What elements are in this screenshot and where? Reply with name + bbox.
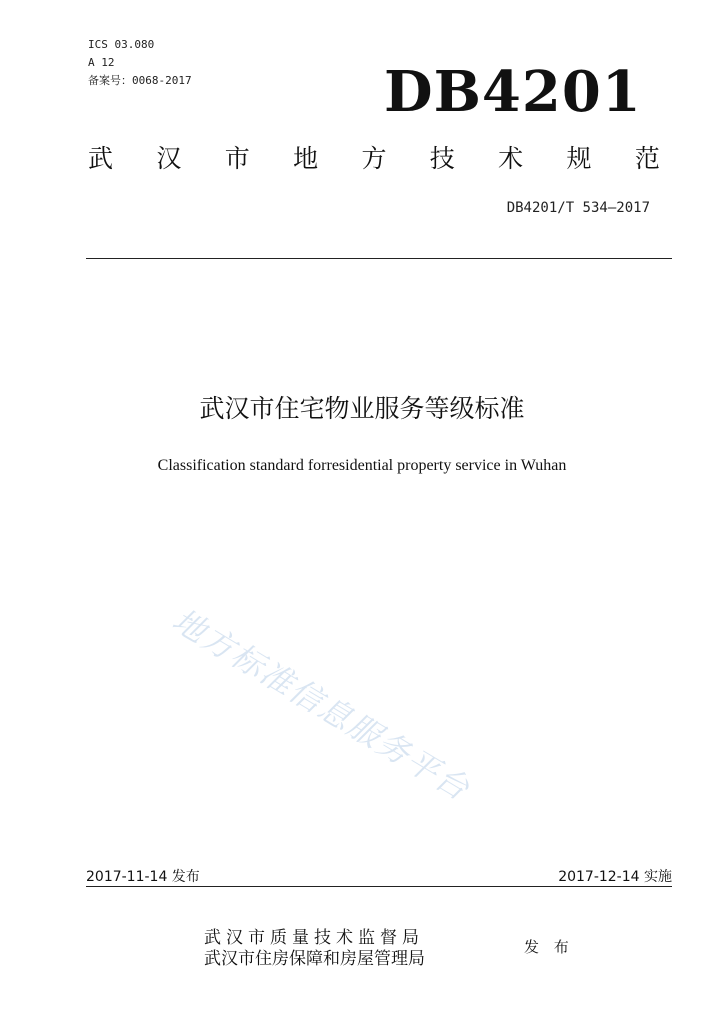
spec-title-char: 规 — [566, 144, 592, 173]
spec-title-char: 技 — [429, 144, 455, 173]
db-code-heading: DB4201 — [384, 59, 642, 125]
bottom-divider — [86, 886, 672, 887]
issue-date: 2017-11-14 发布 — [86, 869, 200, 885]
spec-title-char: 术 — [498, 144, 524, 173]
spec-title-char: 汉 — [156, 144, 182, 173]
issuer-quality-bureau: 武汉市质量技术监督局 — [204, 928, 424, 948]
document-title-zh: 武汉市住宅物业服务等级标准 — [199, 394, 525, 423]
publish-label: 发 布 — [524, 938, 574, 956]
classification-code: A 12 — [88, 56, 115, 69]
top-divider — [86, 258, 672, 259]
spec-title-char: 地 — [293, 144, 319, 173]
spec-title — [88, 143, 660, 175]
document-title-en: Classification standard forresidential property service in Wuhan — [157, 457, 567, 474]
record-number: 备案号：0068-2017 — [88, 74, 192, 87]
ics-code: ICS 03.080 — [88, 38, 155, 51]
watermark: 地方标准信息服务平台 — [165, 600, 477, 809]
spec-title-char: 范 — [634, 144, 660, 173]
implementation-date: 2017-12-14 实施 — [558, 869, 672, 885]
spec-title-char: 武 — [88, 144, 114, 173]
issuer-housing-bureau: 武汉市住房保障和房屋管理局 — [204, 949, 425, 969]
spec-title-char: 方 — [361, 144, 387, 173]
standard-number: DB4201/T 534—2017 — [506, 200, 650, 216]
spec-title-char: 市 — [224, 144, 250, 173]
